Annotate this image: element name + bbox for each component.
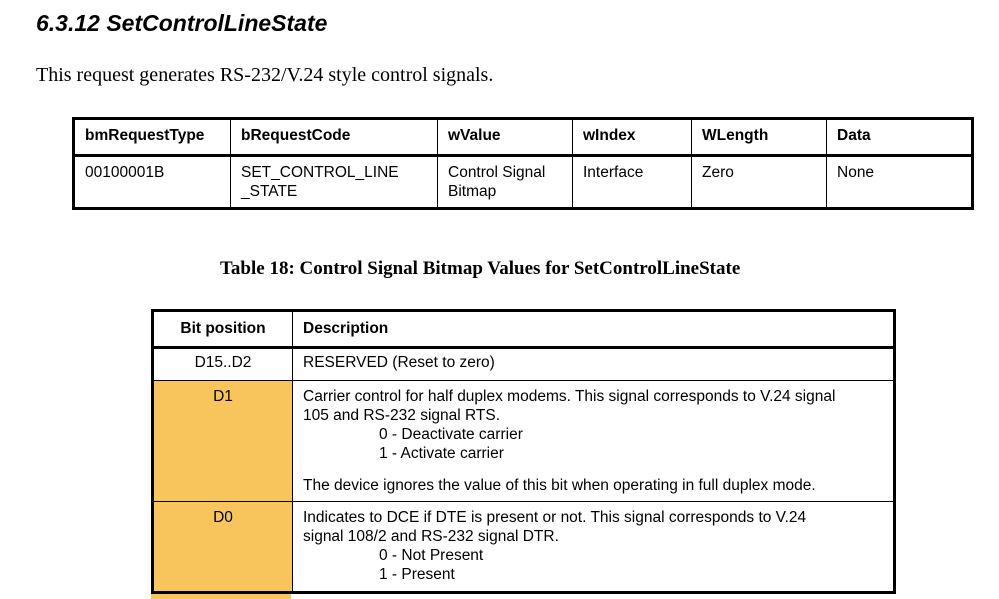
- wvalue-line1: Control Signal: [448, 164, 546, 181]
- header-bmrequesttype: bmRequestType: [74, 119, 231, 156]
- cell-data: None: [827, 156, 973, 209]
- request-table: [72, 117, 974, 210]
- option-line: 0 - Not Present: [379, 547, 484, 564]
- desc-cell: [293, 502, 895, 593]
- cell-windex: Interface: [573, 156, 692, 209]
- bitmap-row-d1: [153, 381, 895, 502]
- desc-note: The device ignores the value of this bit when operating in full duplex mode.: [303, 477, 816, 494]
- cell-wlength: Zero: [692, 156, 827, 209]
- header-brequestcode: bRequestCode: [231, 119, 438, 156]
- brequestcode-line2: _STATE: [241, 183, 298, 200]
- bitmap-row-d0: [153, 502, 895, 593]
- intro-paragraph: This request generates RS-232/V.24 style control signals.: [36, 64, 494, 86]
- desc-line: 105 and RS-232 signal RTS.: [303, 407, 501, 424]
- section-heading: 6.3.12 SetControlLineState: [36, 10, 328, 36]
- bitmap-table: [151, 309, 896, 592]
- option-line: 1 - Activate carrier: [379, 445, 504, 462]
- header-wlength: WLength: [692, 119, 827, 156]
- header-description: Description: [293, 311, 895, 348]
- header-data: Data: [827, 119, 973, 156]
- table-caption: Table 18: Control Signal Bitmap Values for SetControlLineState: [220, 258, 741, 279]
- bitmap-table-header-row: [153, 311, 895, 348]
- highlight-overflow: [151, 594, 291, 599]
- cell-bmrequesttype: 00100001B: [85, 164, 165, 181]
- header-bit-position: Bit position: [153, 311, 293, 348]
- header-windex: wIndex: [573, 119, 692, 156]
- option-line: 1 - Present: [379, 566, 455, 583]
- header-wvalue: wValue: [438, 119, 573, 156]
- request-table-row: [74, 156, 973, 209]
- cell-wvalue: [438, 156, 573, 209]
- wvalue-line2: Bitmap: [448, 183, 497, 200]
- desc-cell: RESERVED (Reset to zero): [293, 348, 895, 381]
- request-table-header-row: [74, 119, 973, 156]
- desc-line: Carrier control for half duplex modems. This signal corresponds to V.24 signal: [303, 388, 836, 405]
- desc-line: Indicates to DCE if DTE is present or not. This signal corresponds to V.24: [303, 509, 807, 526]
- bit-cell-highlighted: D1: [153, 381, 293, 502]
- desc-cell: [293, 381, 895, 502]
- cell-brequestcode: [231, 156, 438, 209]
- spacer: [303, 463, 883, 476]
- desc-line: signal 108/2 and RS-232 signal DTR.: [303, 528, 559, 545]
- bit-cell-highlighted: D0: [153, 502, 293, 593]
- brequestcode-line1: SET_CONTROL_LINE: [241, 164, 399, 181]
- bitmap-row-reserved: [153, 348, 895, 381]
- bit-cell: D15..D2: [153, 348, 293, 381]
- option-line: 0 - Deactivate carrier: [379, 426, 523, 443]
